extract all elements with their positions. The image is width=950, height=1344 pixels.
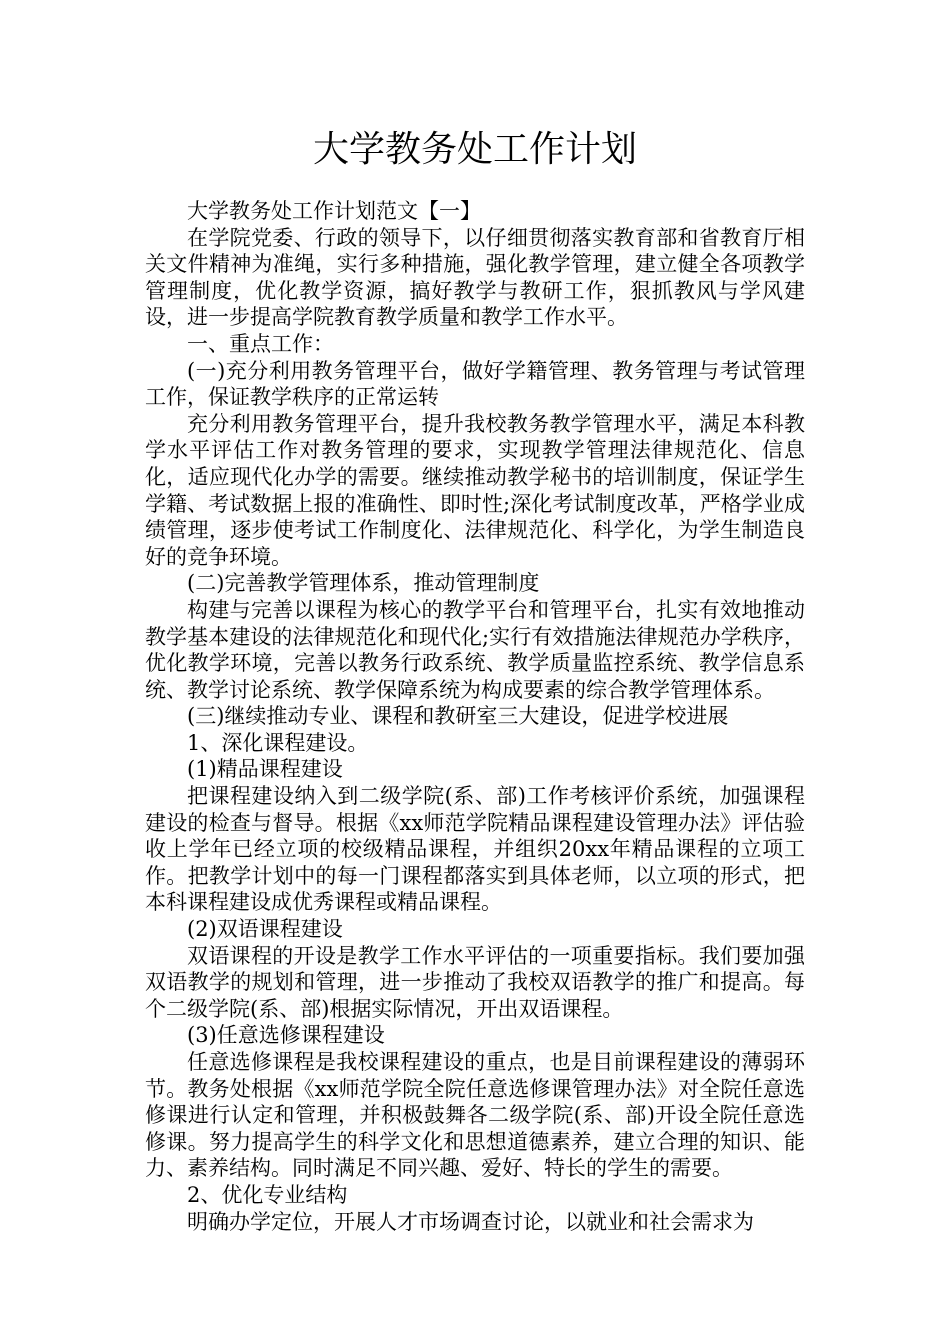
paragraph: 2、优化专业结构 — [187, 1182, 348, 1207]
paragraph: (三)继续推动专业、课程和教研室三大建设，促进学校进展 — [187, 704, 729, 729]
paragraph: (1)精品课程建设 — [187, 757, 343, 782]
paragraph: 大学教务处工作计划范文【一】 — [187, 199, 481, 223]
paragraph: 把课程建设纳入到二级学院(系、部)工作考核评价系统，加强课程建设的检查与督导。根据《xx师范学院精品课程建设管理办法》评估验收上学年已经立项的校级精品课程，并组织20xx年精品课程的立项工作。把教学计划中的每一门课程都落实到具体老师，以立项的形式，把本科课程建设成优秀课程或精品课程。 — [145, 784, 805, 915]
document-title: 大学教务处工作计划 — [312, 129, 637, 170]
paragraph: 在学院党委、行政的领导下，以仔细贯彻落实教育部和省教育厅相关文件精神为准绳，实行多种措施，强化教学管理，建立健全各项教学管理制度，优化教学资源，搞好教学与教研工作，狠抓教风与学风建设，进一步提高学院教育教学质量和教学工作水平。 — [145, 225, 805, 330]
paragraph: 构建与完善以课程为核心的教学平台和管理平台，扎实有效地推动教学基本建设的法律规范化和现代化;实行有效措施法律规范办学秩序，优化教学环境，完善以教务行政系统、教学质量监控系统、教学信息系统、教学讨论系统、教学保障系统为构成要素的综合教学管理体系。 — [145, 597, 805, 702]
paragraph: 充分利用教务管理平台，提升我校教务教学管理水平，满足本科教学水平评估工作对教务管理的要求，实现教学管理法律规范化、信息化，适应现代化办学的需要。继续推动教学秘书的培训制度，保证学生学籍、考试数据上报的准确性、即时性;深化考试制度改革，严格学业成绩管理，逐步使考试工作制度化、法律规范化、科学化，为学生制造良好的竞争环境。 — [145, 411, 805, 569]
paragraph: (二)完善教学管理体系，推动管理制度 — [187, 571, 540, 596]
paragraph: 明确办学定位，开展人才市场调查讨论，以就业和社会需求为 — [187, 1209, 754, 1234]
paragraph: (一)充分利用教务管理平台，做好学籍管理、教务管理与考试管理工作，保证教学秩序的正常运转 — [145, 358, 805, 410]
paragraph: 任意选修课程是我校课程建设的重点，也是目前课程建设的薄弱环节。教务处根据《xx师范学院全院任意选修课管理办法》对全院任意选修课进行认定和管理，并积极鼓舞各二级学院(系、部)开设全院任意选修课。努力提高学生的科学文化和思想道德素养，建立合理的知识、能力、素养结构。同时满足不同兴趣、爱好、特长的学生的需要。 — [145, 1050, 805, 1181]
document-body — [145, 198, 805, 1235]
paragraph: (2)双语课程建设 — [187, 917, 343, 942]
paragraph: 一、重点工作： — [187, 331, 334, 356]
paragraph: 双语课程的开设是教学工作水平评估的一项重要指标。我们要加强双语教学的规划和管理，进一步推动了我校双语教学的推广和提高。每个二级学院(系、部)根据实际情况，开出双语课程。 — [145, 943, 805, 1021]
paragraph: 1、深化课程建设。 — [187, 730, 369, 755]
paragraph: (3)任意选修课程建设 — [187, 1023, 385, 1048]
